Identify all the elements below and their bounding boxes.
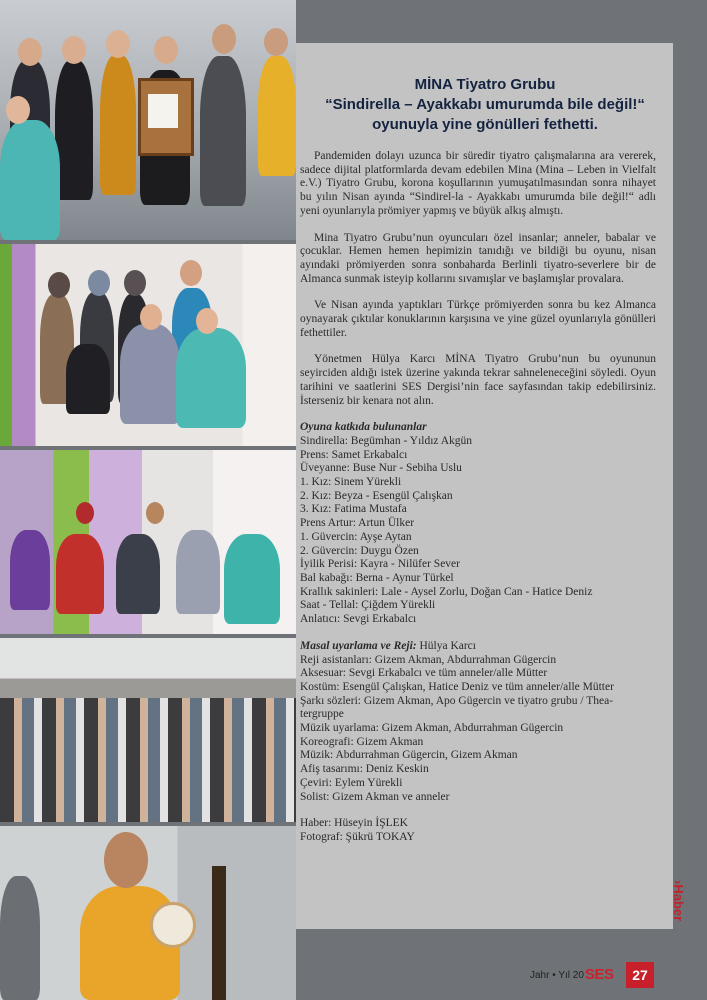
crew-line: Koreografi: Gizem Akman xyxy=(300,735,424,748)
cast-line: İyilik Perisi: Kayra - Nilüfer Sever xyxy=(300,558,460,571)
crew-line: Afiş tasarımı: Deniz Keskin xyxy=(300,763,429,776)
cast-line: Prens Artur: Artun Ülker xyxy=(300,517,415,530)
crew-line: Solist: Gizem Akman ve anneler xyxy=(300,790,450,803)
cast-list xyxy=(300,421,656,627)
crew-line: Müzik uyarlama: Gizem Akman, Abdurrahman Gügercin xyxy=(300,722,564,735)
paragraph-4: Yönetmen Hülya Karcı MİNA Tiyatro Grubu’nun bu oyununun seyirciden aldığı istek üzerine yakında tekrar sahneleneceğini söyledi. Oyun tarihini ve saatlerini SES Dergisi’nin face sayfasından takip edebilirsiniz. İsterseniz bir kenara not alın. xyxy=(300,353,656,407)
title-line-2: “Sindirella – Ayakkabı umurumda bile değil!“ xyxy=(325,96,645,113)
ses-logo: SES xyxy=(585,966,614,983)
crew-line: Çeviri: Eylem Yürekli xyxy=(300,776,403,789)
cast-photo-wheelchairs xyxy=(0,244,296,446)
paragraph-1: Pandemiden dolayı uzunca bir süredir tiyatro çalışmalarına ara vererek, sadece dijital platformlarda devam edebilen Mina (Mina – Leben in Vielfalt e.V.) Tiyatro Grubu, korona koşullarının yumuşatılmasından sonra nihayet bu yılın Nisan ayında “Sindirel-la - Ayakkabı umurumda bile değil!“ adlı yeni oyunlarıyla prömiyer yapmış ve büyük alkış almıştı. xyxy=(300,150,656,217)
crew-line: Aksesuar: Sevgi Erkabalcı ve tüm anneler/alle Mütter xyxy=(300,667,548,680)
crew-line: Şarkı sözleri: Gizem Akman, Apo Gügercin ve tiyatro grubu / Thea-tergruppe xyxy=(300,694,614,721)
cast-line: Krallık sakinleri: Lale - Aysel Zorlu, Doğan Can - Hatice Deniz xyxy=(300,585,593,598)
byline-photographer: Fotograf: Şükrü TOKAY xyxy=(300,830,415,843)
cast-line: Saat - Tellal: Çiğdem Yürekli xyxy=(300,599,436,612)
cast-line: Üveyanne: Buse Nur - Sebiha Uslu xyxy=(300,462,462,475)
cast-line: Anlatıcı: Sevgi Erkabalcı xyxy=(300,613,417,626)
photo-column xyxy=(0,0,296,1000)
cast-line: Prens: Samet Erkabalcı xyxy=(300,448,408,461)
section-tag: ›Haber xyxy=(671,880,686,922)
title-line-3: oyunuyla yine gönülleri fethetti. xyxy=(372,116,598,133)
cast-line: Sindirella: Begümhan - Yıldız Akgün xyxy=(300,434,473,447)
page-margin xyxy=(673,0,707,1000)
title-line-1: MİNA Tiyatro Grubu xyxy=(414,76,556,93)
musician-photo xyxy=(0,826,296,1000)
crew-line: Müzik: Abdurrahman Gügercin, Gizem Akman xyxy=(300,749,518,762)
cast-line: 3. Kız: Fatima Mustafa xyxy=(300,503,407,516)
crew-list xyxy=(300,640,656,804)
cast-line: 2. Güvercin: Duygu Özen xyxy=(300,544,419,557)
byline xyxy=(300,817,656,844)
article-title xyxy=(317,75,653,135)
cast-heading: Oyuna katkıda bulunanlar xyxy=(300,421,427,434)
paragraph-2: Mina Tiyatro Grubu’nun oyuncuları özel insanlar; anneler, babalar ve çocuklar. Hemen hemen hepimizin tanıdığı ve bildiği bu oyunu, nisan ayındaki prömiyerden sonra sonbaharda Berlinli tiyatro-severlere bir de Almanca sunmak isteyip kollarını sıvamışlar ve başlamışlar provalara. xyxy=(300,231,656,285)
crew-director: Hülya Karcı xyxy=(419,639,476,652)
stage-photo xyxy=(0,450,296,634)
audience-photo xyxy=(0,638,296,822)
crew-heading-line xyxy=(300,640,656,654)
crew-heading: Masal uyarlama ve Reji: xyxy=(300,639,417,652)
cast-line: 2. Kız: Beyza - Esengül Çalışkan xyxy=(300,489,453,502)
paragraph-3: Ve Nisan ayında yaptıkları Türkçe prömiyerden sonra bu kez Almanca oynayarak çıktılar konuklarının karşısına ve yine güzel oyunlarıyla gönülleri fethettiler. xyxy=(300,299,656,339)
crew-line: Reji asistanları: Gizem Akman, Abdurrahman Gügercin xyxy=(300,653,557,666)
cast-line: 1. Kız: Sinem Yürekli xyxy=(300,476,402,489)
cast-line: 1. Güvercin: Ayşe Aytan xyxy=(300,530,412,543)
group-photo-with-clock xyxy=(0,0,296,240)
crew-line: Kostüm: Esengül Çalışkan, Hatice Deniz ve tüm anneler/alle Mütter xyxy=(300,680,614,693)
cast-line: Bal kabağı: Berna - Aynur Türkel xyxy=(300,571,454,584)
section-tag-label: Haber xyxy=(671,884,686,922)
footer-issue: Jahr • Yıl 20 xyxy=(530,970,584,981)
page-number: 27 xyxy=(626,962,654,988)
article-body xyxy=(300,150,656,845)
byline-author: Haber: Hüseyin İŞLEK xyxy=(300,817,408,830)
